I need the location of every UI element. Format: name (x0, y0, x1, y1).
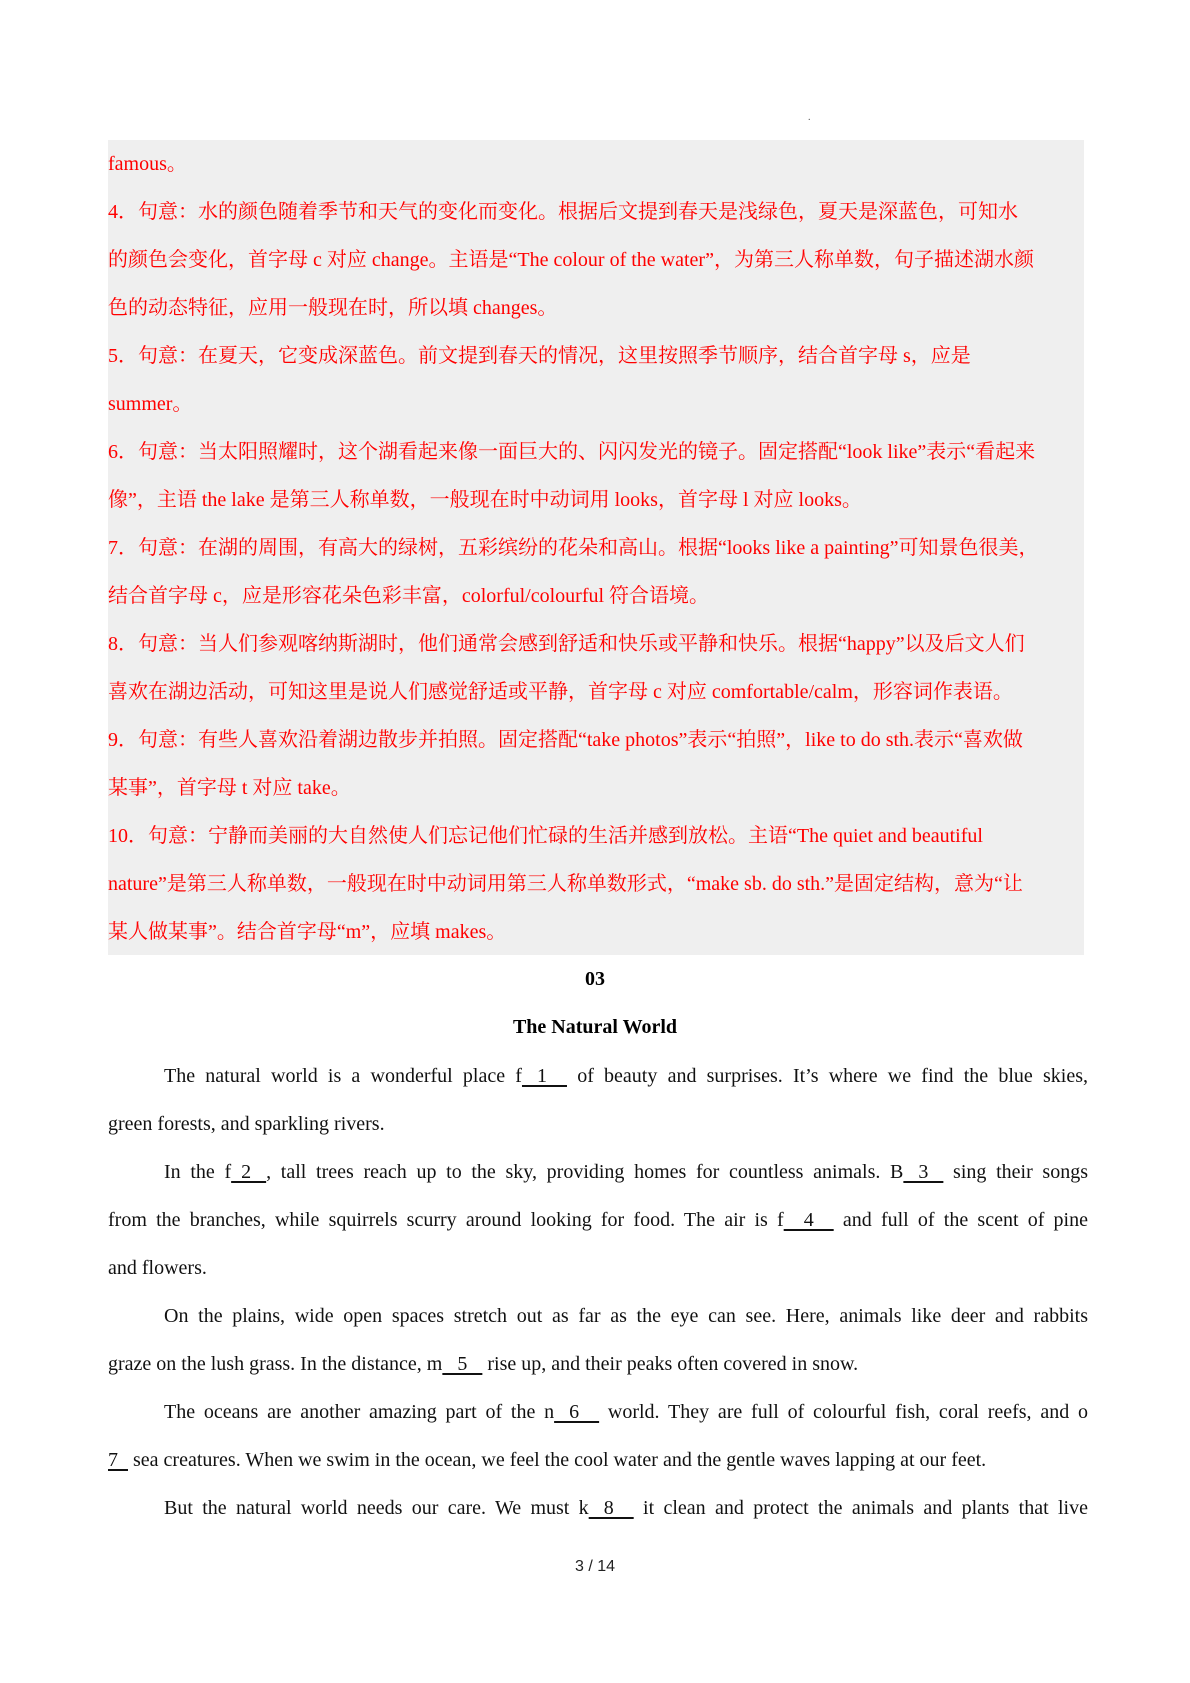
passage-line (164, 1052, 1088, 1100)
answer-line: famous。 (108, 153, 187, 175)
answer-line: 某人做某事”。结合首字母“m”，应填 makes。 (108, 921, 507, 943)
answer-line: 喜欢在湖边活动，可知这里是说人们感觉舒适或平静，首字母 c 对应 comfortable/calm，形容词作表语。 (108, 681, 1013, 703)
section-number: 03 (585, 968, 605, 990)
blank-5[interactable]: 5 (442, 1353, 483, 1375)
blank-3[interactable]: 3 (903, 1161, 944, 1183)
answer-line: 9．句意：有些人喜欢沿着湖边散步并拍照。固定搭配“take photos”表示“拍照”，like to do sth.表示“喜欢做 (108, 729, 1023, 751)
answer-line: 5．句意：在夏天，它变成深蓝色。前文提到春天的情况，这里按照季节顺序，结合首字母 s，应是 (108, 345, 971, 367)
answer-line: nature”是第三人称单数，一般现在时中动词用第三人称单数形式，“make sb. do sth.”是固定结构，意为“让 (108, 873, 1023, 895)
passage-text: and full of the scent of pine (833, 1209, 1088, 1231)
passage-text: world. They are full of colourful fish, coral reefs, and o (599, 1401, 1088, 1423)
passage-line: green forests, and sparkling rivers. (108, 1113, 385, 1135)
passage-line (164, 1148, 1088, 1196)
header-mark: . (808, 112, 811, 123)
passage-text: In the f (164, 1161, 232, 1183)
blank-7[interactable]: 7 (108, 1449, 128, 1471)
passage-line (164, 1388, 1088, 1436)
passage-line (108, 1196, 1088, 1244)
passage-line (164, 1484, 1088, 1532)
passage-text: it clean and protect the animals and plants that live (633, 1497, 1088, 1519)
passage-text: The natural world is a wonderful place f (164, 1065, 522, 1087)
passage-text: But the natural world needs our care. We must k (164, 1497, 589, 1519)
passage-text: sing their songs (943, 1161, 1088, 1183)
answer-line: 8．句意：当人们参观喀纳斯湖时，他们通常会感到舒适和快乐或平静和快乐。根据“happy”以及后文人们 (108, 633, 1025, 655)
passage-line (108, 1436, 1088, 1484)
answer-line: 6．句意：当太阳照耀时，这个湖看起来像一面巨大的、闪闪发光的镜子。固定搭配“look like”表示“看起来 (108, 441, 1036, 463)
blank-2[interactable]: 2 (231, 1161, 267, 1183)
passage-text: from the branches, while squirrels scurry around looking for food. The air is f (108, 1209, 784, 1231)
answer-line: 7．句意：在湖的周围，有高大的绿树，五彩缤纷的花朵和高山。根据“looks like a painting”可知景色很美， (108, 537, 1039, 559)
passage-line (108, 1340, 1088, 1388)
passage-text: , tall trees reach up to the sky, providing homes for countless animals. B (266, 1161, 904, 1183)
passage-text: The oceans are another amazing part of the n (164, 1401, 555, 1423)
blank-6[interactable]: 6 (554, 1401, 600, 1423)
passage-text: rise up, and their peaks often covered in snow. (482, 1353, 859, 1375)
answer-line: 像”，主语 the lake 是第三人称单数，一般现在时中动词用 looks，首字母 l 对应 looks。 (108, 489, 862, 511)
answer-line: 的颜色会变化，首字母 c 对应 change。主语是“The colour of the water”，为第三人称单数，句子描述湖水颜 (108, 249, 1034, 271)
section-title: The Natural World (512, 1016, 678, 1038)
passage-text: of beauty and surprises. It’s where we find the blue skies, (566, 1065, 1088, 1087)
blank-1[interactable]: 1 (521, 1065, 567, 1087)
blank-4[interactable]: 4 (783, 1209, 834, 1231)
page-number: 3 / 14 (574, 1558, 616, 1575)
passage-line: On the plains, wide open spaces stretch out as far as the eye can see. Here, animals like deer and rabbits (164, 1305, 1088, 1327)
passage-text: graze on the lush grass. In the distance, m (108, 1353, 443, 1375)
passage-text: sea creatures. When we swim in the ocean, we feel the cool water and the gentle waves lapping at our feet. (128, 1449, 987, 1471)
answer-line: summer。 (108, 393, 193, 415)
answer-line: 4．句意：水的颜色随着季节和天气的变化而变化。根据后文提到春天是浅绿色，夏天是深蓝色，可知水 (108, 201, 1018, 223)
answer-line: 10．句意：宁静而美丽的大自然使人们忘记他们忙碌的生活并感到放松。主语“The quiet and beautiful (108, 825, 983, 847)
passage-line: and flowers. (108, 1257, 207, 1279)
answer-line: 结合首字母 c，应是形容花朵色彩丰富，colorful/colourful 符合语境。 (108, 585, 710, 607)
answer-line: 某事”，首字母 t 对应 take。 (108, 777, 351, 799)
blank-8[interactable]: 8 (588, 1497, 634, 1519)
answer-line: 色的动态特征，应用一般现在时，所以填 changes。 (108, 297, 558, 319)
